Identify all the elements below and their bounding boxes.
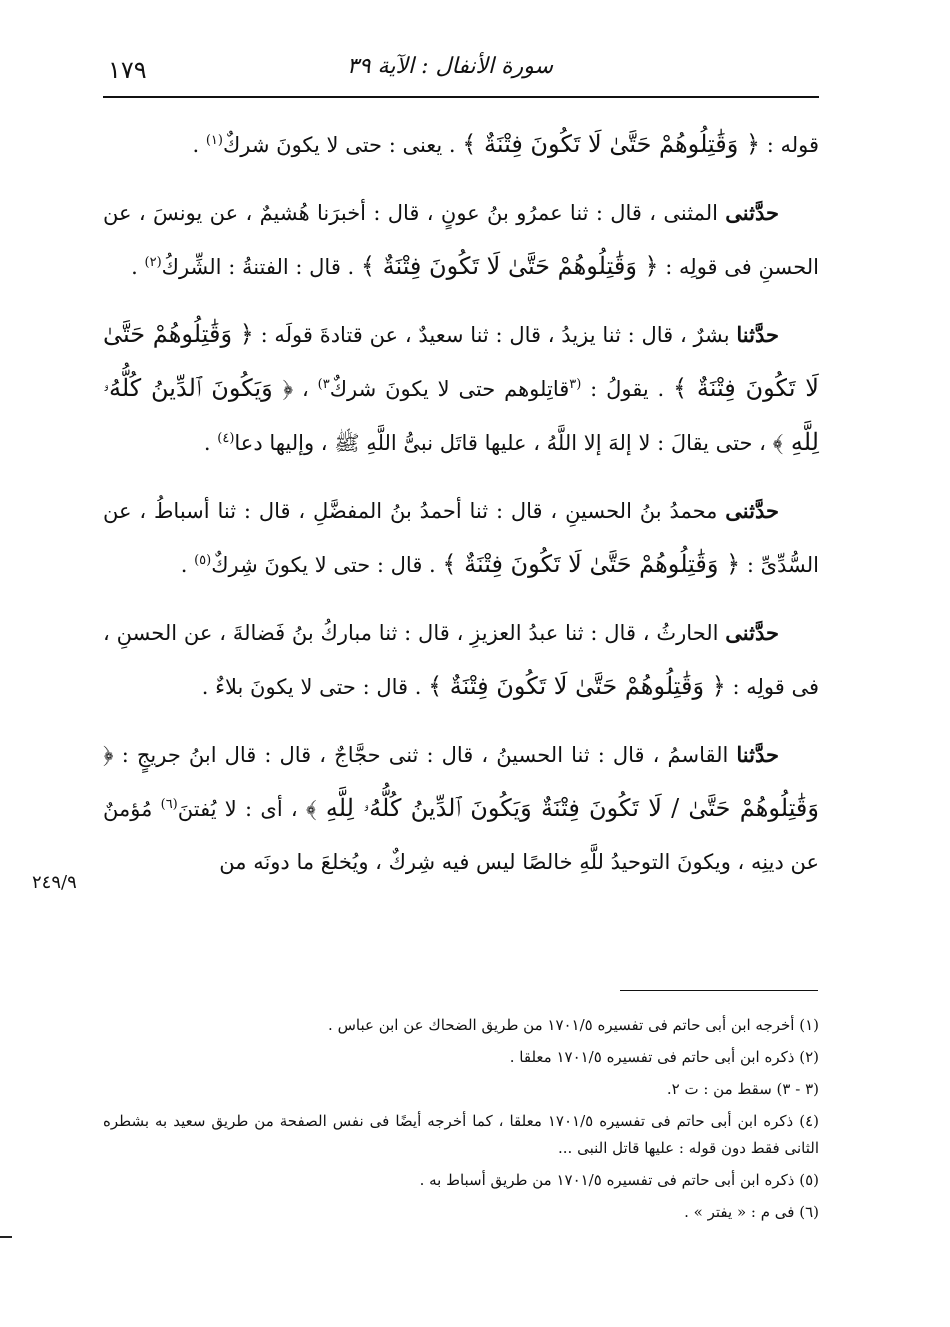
- text-segment: ،: [293, 377, 318, 401]
- text-segment: . قال : حتى لا يكونَ بلاءٌ .: [201, 675, 429, 699]
- text-segment: محمدُ بنُ الحسينِ ، قال : ثنا أحمدُ بنُ المفضَّلِ ، قال : ثنا أسباطُ ، عن السُّدِّىِّ :: [103, 499, 819, 577]
- footnote-6: (٦) فى م : « يفتر » .: [684, 1203, 819, 1221]
- footnote-5: (٥) ذكره ابن أبى حاتم فى تفسيره ١٧٠١/٥ من طريق أسباط به .: [419, 1171, 819, 1189]
- paragraph-3: [103, 308, 819, 470]
- footnote-rule: [620, 990, 818, 991]
- text-segment: .: [203, 431, 218, 455]
- footnote-marker: (٦): [160, 797, 178, 812]
- text-segment: . قال : حتى لا يكونَ شِركٌ: [211, 553, 443, 577]
- text-segment: .: [192, 133, 206, 157]
- isnad-lead: حدَّثنى: [725, 200, 779, 225]
- text-segment: القاسمُ ، قال : ثنا الحسينُ ، قال : ثنى حجَّاجٌ ، قال : قال ابنُ جريجٍ :: [113, 743, 737, 767]
- page-number: ١٧٩: [108, 56, 147, 84]
- text-segment: . قال : الفتنةُ : الشِّركُ: [161, 255, 361, 279]
- footnote-marker: (١): [205, 133, 223, 148]
- quran-verse: ﴿ وَيَكُونَ ٱلدِّينُ كُلُّهُۥ لِلَّهِ ﴾: [103, 374, 819, 456]
- quran-verse: ﴿ وَقَٰتِلُوهُمْ حَتَّىٰ لَا تَكُونَ فِتْنَةٌ ﴾: [462, 130, 761, 158]
- footnote-3: (٣ - ٣) سقط من : ت ٢.: [666, 1080, 819, 1098]
- footnotes: [103, 1012, 819, 1231]
- text-segment: مُؤمنٌ عن دينِه ، ويكونَ التوحيدُ للَّهِ خالصًا ليس فيه شِركٌ ، ويُخلعَ ما دونَه من: [103, 797, 819, 874]
- text-segment: بشرٌ ، قال : ثنا يزيدُ ، قال : ثنا سعيدٌ ، عن قتادةَ قولَه :: [253, 323, 737, 347]
- isnad-lead: حدَّثنى: [725, 498, 779, 523]
- footnote-marker: (٤): [217, 431, 235, 446]
- paragraph-5: [103, 606, 819, 714]
- text-segment: . يعنى : حتى لا يكونَ شركٌ: [222, 133, 463, 157]
- quran-verse: ﴿ وَقَٰتِلُوهُمْ حَتَّىٰ لَا تَكُونَ فِتْنَةٌ ﴾: [428, 672, 726, 700]
- footnote-marker: ٣): [317, 377, 330, 392]
- quran-verse: ﴿ وَقَٰتِلُوهُمْ حَتَّىٰ لَا تَكُونَ فِتْنَةٌ ﴾: [360, 252, 659, 280]
- text-segment: قوله :: [760, 133, 819, 157]
- running-title: سورة الأنفال : الآية ٣٩: [346, 54, 554, 79]
- header-rule: [103, 96, 819, 98]
- footnote-1: (١) أخرجه ابن أبى حاتم فى تفسيره ١٧٠١/٥ من طريق الضحاك عن ابن عباس .: [328, 1016, 819, 1034]
- isnad-lead: حدَّثنا: [736, 322, 779, 347]
- text-segment: ، أى : لا يُفتنَ: [177, 797, 306, 821]
- isnad-lead: حدَّثنا: [736, 742, 779, 767]
- paragraph-2: [103, 186, 819, 294]
- footnote-4: (٤) ذكره ابن أبى حاتم فى تفسيره ١٧٠١/٥ معلقا ، كما أخرجه أيضًا فى نفس الصفحة من طريق سعيد به بشطره الثانى فقط دون قوله : عليها قاتل النبى ...: [103, 1112, 819, 1157]
- main-text: [103, 118, 819, 903]
- text-segment: ، حتى يقالَ : لا إلهَ إلا اللَّهُ ، عليها قاتَل نبىُّ اللَّهِ ﷺ ، وإليها دعا: [234, 431, 773, 455]
- footnote-marker: (٥): [194, 553, 212, 568]
- quran-verse: ﴿ وَقَٰتِلُوهُمْ حَتَّىٰ / لَا تَكُونَ فِتْنَةٌ وَيَكُونَ ٱلدِّينُ كُلُّهُۥ لِلَّهِ ﴾: [103, 740, 819, 822]
- text-segment: المثنى ، قال : ثنا عمرُو بنُ عونٍ ، قال : أخبرَنا هُشيمٌ ، عن يونسَ ، عن الحسنِ فى قولِه :: [103, 201, 819, 279]
- footnote-2: (٢) ذكره ابن أبى حاتم فى تفسيره ١٧٠١/٥ معلقا .: [509, 1048, 819, 1066]
- quran-verse: ﴿ وَقَٰتِلُوهُمْ حَتَّىٰ لَا تَكُونَ فِتْنَةٌ ﴾: [442, 550, 741, 578]
- isnad-lead: حدَّثنى: [725, 620, 779, 645]
- paragraph-1: [103, 118, 819, 172]
- text-segment: . يقولُ :: [581, 377, 674, 401]
- scan-edge-mark: [0, 1236, 12, 1238]
- paragraph-4: [103, 484, 819, 592]
- text-segment: .: [180, 553, 195, 577]
- footnote-marker: (٣: [569, 377, 582, 392]
- margin-reference: ٢٤٩/٩: [32, 872, 77, 893]
- quran-verse: ﴿ وَقَٰتِلُوهُمْ حَتَّىٰ لَا تَكُونَ فِتْنَةٌ ﴾: [103, 320, 819, 402]
- paragraph-6: [103, 728, 819, 889]
- text-segment: .: [131, 255, 145, 279]
- text-segment: الحارثُ ، قال : ثنا عبدُ العزيزِ ، قال : ثنا مباركُ بنُ فَضالةَ ، عن الحسنِ ، فى قولِه :: [103, 621, 819, 699]
- text-segment: قاتِلوهم حتى لا يكونَ شركٌ: [329, 377, 570, 401]
- footnote-marker: (٢): [144, 255, 162, 270]
